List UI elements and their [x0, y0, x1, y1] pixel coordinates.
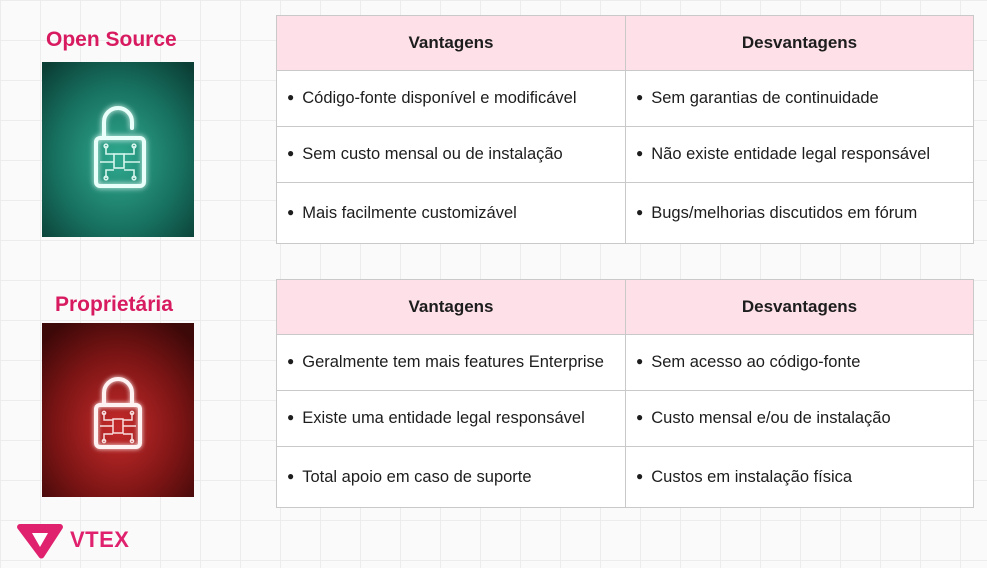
- table-cell: [277, 71, 626, 127]
- table-row: [277, 447, 974, 508]
- table-cell: [626, 71, 974, 127]
- table-cell: [626, 447, 974, 508]
- bullet-icon: ●: [636, 354, 644, 368]
- bullet-icon: ●: [287, 146, 295, 160]
- table-cell: [626, 335, 974, 391]
- cell-text: Bugs/melhorias discutidos em fórum: [651, 203, 918, 222]
- table-row: [277, 183, 974, 244]
- unlocked-padlock-circuit-icon: [42, 62, 194, 237]
- open-source-image: [42, 62, 194, 237]
- cell-text: Custo mensal e/ou de instalação: [651, 409, 891, 427]
- cell-text: Geralmente tem mais features Enterprise: [302, 353, 604, 371]
- vtex-logo-text: VTEX: [70, 527, 130, 552]
- bullet-icon: ●: [287, 204, 295, 219]
- cell-text: Sem garantias de continuidade: [651, 89, 879, 107]
- bullet-icon: ●: [636, 410, 644, 424]
- cell-text: Sem custo mensal ou de instalação: [302, 145, 563, 163]
- header-desvantagens: Desvantagens: [626, 16, 974, 71]
- table-cell: [626, 127, 974, 183]
- cell-text: Código-fonte disponível e modificável: [302, 89, 577, 107]
- vtex-logo: [16, 520, 129, 560]
- table-row: [277, 127, 974, 183]
- locked-padlock-circuit-icon: [42, 323, 194, 497]
- table-cell: [277, 335, 626, 391]
- bullet-icon: ●: [287, 90, 295, 104]
- cell-text: Existe uma entidade legal responsável: [302, 409, 585, 427]
- table-cell: [626, 391, 974, 447]
- table-row: [277, 391, 974, 447]
- header-vantagens: Vantagens: [277, 16, 626, 71]
- table-row: [277, 335, 974, 391]
- bullet-icon: ●: [636, 204, 644, 219]
- table-cell: [277, 183, 626, 244]
- header-desvantagens: Desvantagens: [626, 280, 974, 335]
- cell-text: Custos em instalação física: [651, 467, 853, 486]
- bullet-icon: ●: [636, 90, 644, 104]
- cell-text: Sem acesso ao código-fonte: [651, 353, 861, 371]
- cell-text: Mais facilmente customizável: [302, 203, 517, 222]
- proprietaria-table: [276, 279, 974, 508]
- bullet-icon: ●: [287, 354, 295, 368]
- bullet-icon: ●: [287, 468, 295, 483]
- cell-text: Total apoio em caso de suporte: [302, 467, 532, 486]
- bullet-icon: ●: [287, 410, 295, 424]
- table-header-row: [277, 16, 974, 71]
- cell-text: Não existe entidade legal responsável: [651, 145, 931, 163]
- table-cell: [277, 447, 626, 508]
- table-row: [277, 71, 974, 127]
- table-header-row: [277, 280, 974, 335]
- open-source-table: [276, 15, 974, 244]
- proprietaria-title: Proprietária: [55, 293, 173, 316]
- header-vantagens: Vantagens: [277, 280, 626, 335]
- open-source-title: Open Source: [46, 28, 177, 51]
- bullet-icon: ●: [636, 146, 644, 160]
- vtex-logo-icon: [16, 520, 64, 560]
- table-cell: [277, 391, 626, 447]
- bullet-icon: ●: [636, 468, 644, 483]
- table-cell: [277, 127, 626, 183]
- table-cell: [626, 183, 974, 244]
- proprietaria-image: [42, 323, 194, 497]
